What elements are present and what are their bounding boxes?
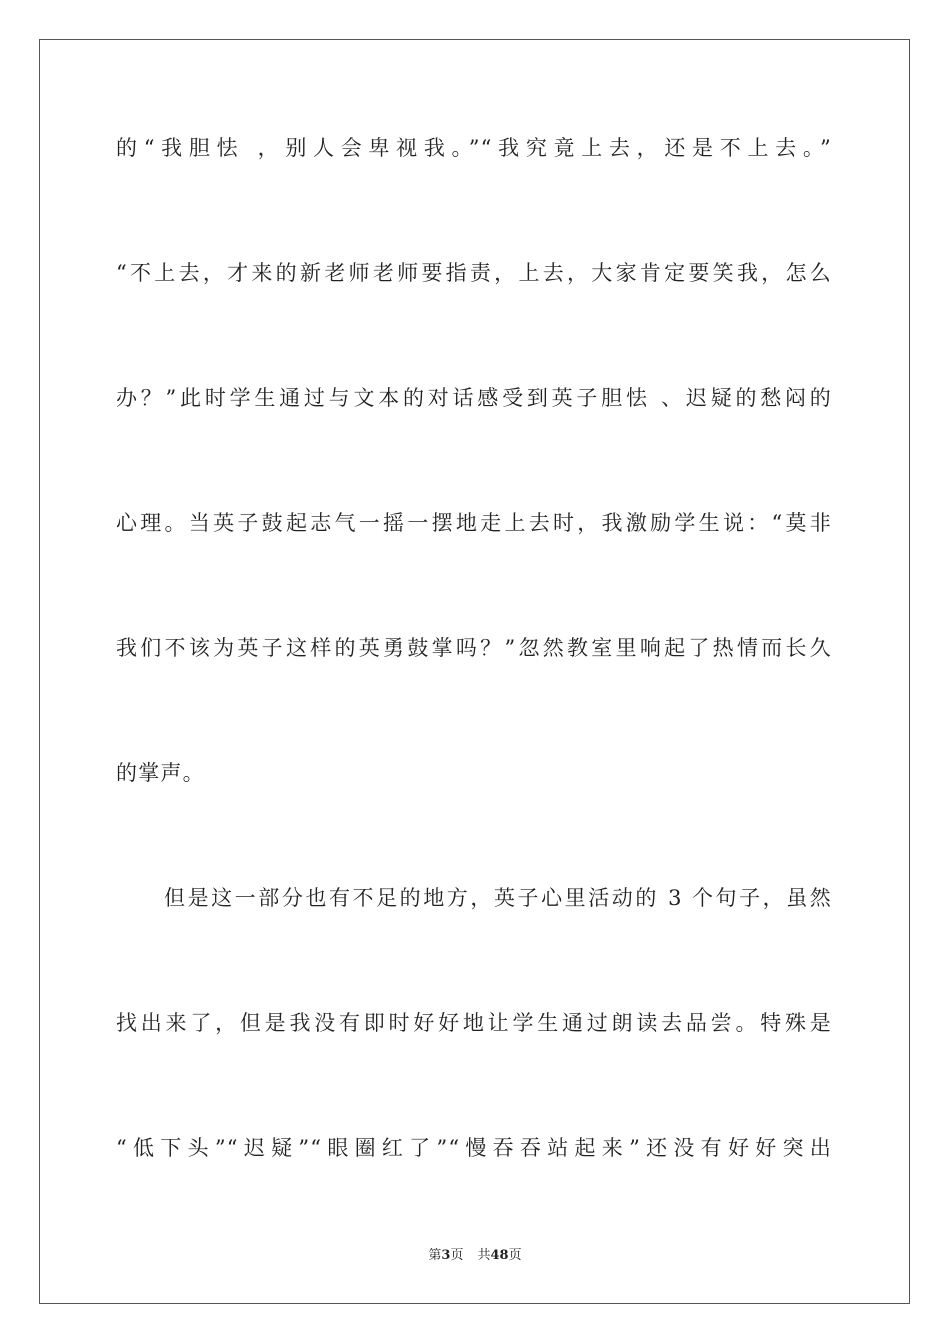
- text-line-2: “不上去，才来的新老师老师要指责，上去，大家肯定要笑我，怎么: [116, 261, 832, 285]
- footer-total-pages: 48: [490, 1248, 509, 1263]
- text-line-9: “低下头”“迟疑”“眼圈红了”“慢吞吞站起来”还没有好好突出: [116, 1136, 832, 1160]
- footer-total-prefix: 共: [477, 1248, 491, 1263]
- page-footer: [0, 1248, 950, 1264]
- footer-page-prefix: 第: [428, 1248, 442, 1263]
- text-line-7: 但是这一部分也有不足的地方，英子心里活动的 3 个句子，虽然: [164, 886, 832, 910]
- text-line-4: 心理。当英子鼓起志气一摇一摆地走上去时，我激励学生说：“莫非: [116, 511, 832, 535]
- text-line-3: 办？”此时学生通过与文本的对话感受到英子胆怯 、迟疑的愁闷的: [116, 386, 832, 410]
- page-frame: [39, 39, 910, 1304]
- footer-page-suffix: 页: [450, 1248, 464, 1263]
- footer-page-number: 3: [441, 1248, 451, 1263]
- text-line-1: 的“我胆怯 ，别人会卑视我。”“我究竟上去，还是不上去。”: [116, 136, 832, 160]
- footer-total-suffix: 页: [508, 1248, 522, 1263]
- text-line-8: 找出来了，但是我没有即时好好地让学生通过朗读去品尝。特殊是: [116, 1011, 832, 1035]
- text-line-6: 的掌声。: [116, 761, 205, 785]
- text-line-5: 我们不该为英子这样的英勇鼓掌吗？”忽然教室里响起了热情而长久: [116, 636, 832, 660]
